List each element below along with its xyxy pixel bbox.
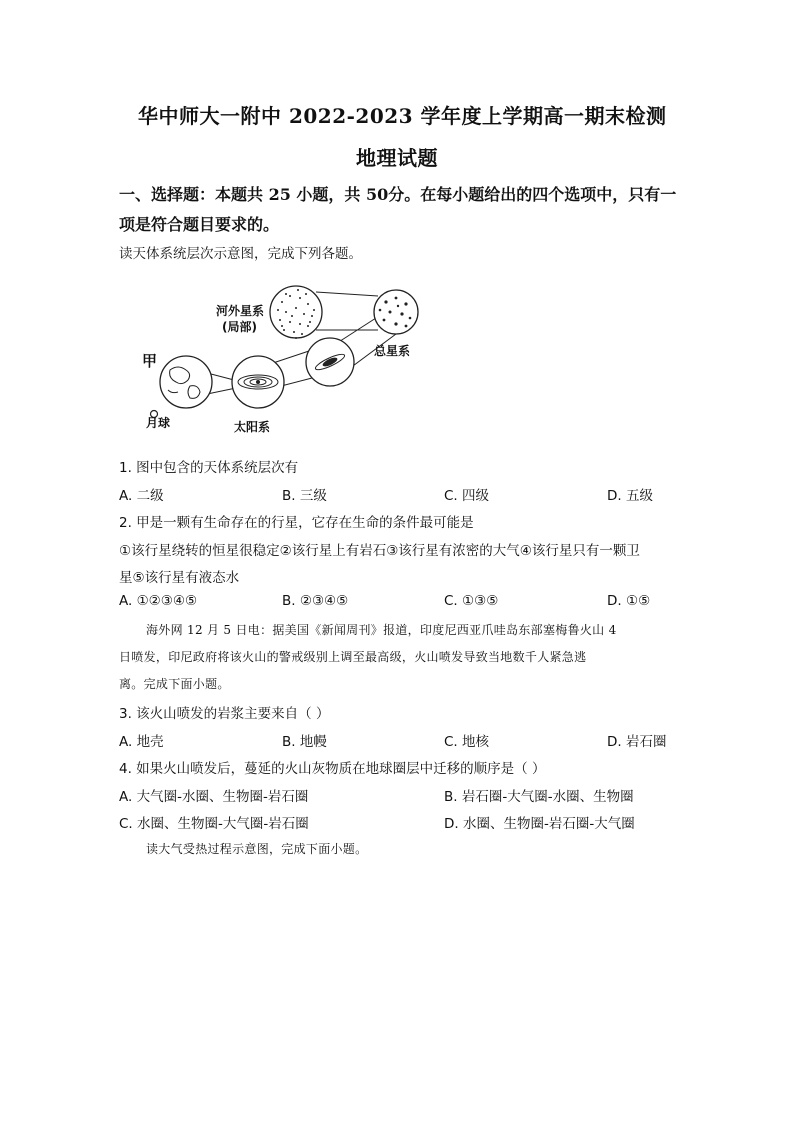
passage-volcano-line2: 日喷发，印尼政府将该火山的警戒级别上调至最高级，火山喷发导致当地数千人紧急逃 <box>119 650 587 664</box>
question-1-option-d: D. 五级 <box>607 488 653 504</box>
label-galaxy: 河外星系 <box>216 304 265 318</box>
question-3-option-b: B. 地幔 <box>282 734 327 750</box>
label-galaxy-partial: (局部) <box>222 320 257 334</box>
question-1-option-a: A. 二级 <box>119 488 164 504</box>
question-3-stem: 3. 该火山喷发的岩浆主要来自（ ） <box>119 706 330 722</box>
question-2-option-c: C. ①③⑤ <box>444 593 499 609</box>
question-2-stem: 2. 甲是一颗有生命存在的行星，它存在生命的条件最可能是 <box>119 515 474 531</box>
passage-volcano-line3: 离。完成下面小题。 <box>119 677 230 691</box>
question-4-stem: 4. 如果火山喷发后，蔓延的火山灰物质在地球圈层中迁移的顺序是（ ） <box>119 761 546 777</box>
question-1-option-c: C. 四级 <box>444 488 490 504</box>
celestial-system-figure <box>140 272 440 442</box>
question-2-conditions-line2: 星⑤该行星有液态水 <box>119 570 240 586</box>
question-3-option-a: A. 地壳 <box>119 734 164 750</box>
question-4-option-a: A. 大气圈-水圈、生物圈-岩石圈 <box>119 789 309 805</box>
question-4-option-b: B. 岩石圈-大气圈-水圈、生物圈 <box>444 789 634 805</box>
question-4-option-d: D. 水圈、生物圈-岩石圈-大气圈 <box>444 816 635 832</box>
question-4-option-c: C. 水圈、生物圈-大气圈-岩石圈 <box>119 816 309 832</box>
label-planet-jia: 甲 <box>142 352 158 370</box>
section-heading-line2: 项是符合题目要求的。 <box>119 215 280 234</box>
page-subtitle: 地理试题 <box>356 146 438 170</box>
intro-celestial: 读天体系统层次示意图，完成下列各题。 <box>119 246 362 262</box>
question-1-option-b: B. 三级 <box>282 488 327 504</box>
question-2-option-b: B. ②③④⑤ <box>282 593 349 609</box>
section-heading-line1: 一、选择题：本题共 25 小题，共 50分。在每小题给出的四个选项中，只有一 <box>119 185 677 204</box>
label-solar-system: 太阳系 <box>234 420 271 434</box>
question-3-option-c: C. 地核 <box>444 734 490 750</box>
question-2-option-a: A. ①②③④⑤ <box>119 593 198 609</box>
question-2-conditions-line1: ①该行星绕转的恒星很稳定②该行星上有岩石③该行星有浓密的大气④该行星只有一颗卫 <box>119 543 640 559</box>
galaxy-circle <box>270 286 322 338</box>
label-universe: 总星系 <box>374 344 411 358</box>
passage-volcano-line1: 海外网 12 月 5 日电：据美国《新闻周刊》报道，印度尼西亚爪哇岛东部塞梅鲁火山 4 <box>146 623 617 637</box>
question-1-stem: 1. 图中包含的天体系统层次有 <box>119 460 299 476</box>
label-moon: 月球 <box>146 416 171 430</box>
question-2-option-d: D. ①⑤ <box>607 593 651 609</box>
page-title: 华中师大一附中 2022-2023 学年度上学期高一期末检测 <box>138 104 667 128</box>
question-3-option-d: D. 岩石圈 <box>607 734 667 750</box>
intro-atmosphere: 读大气受热过程示意图，完成下面小题。 <box>146 842 368 856</box>
